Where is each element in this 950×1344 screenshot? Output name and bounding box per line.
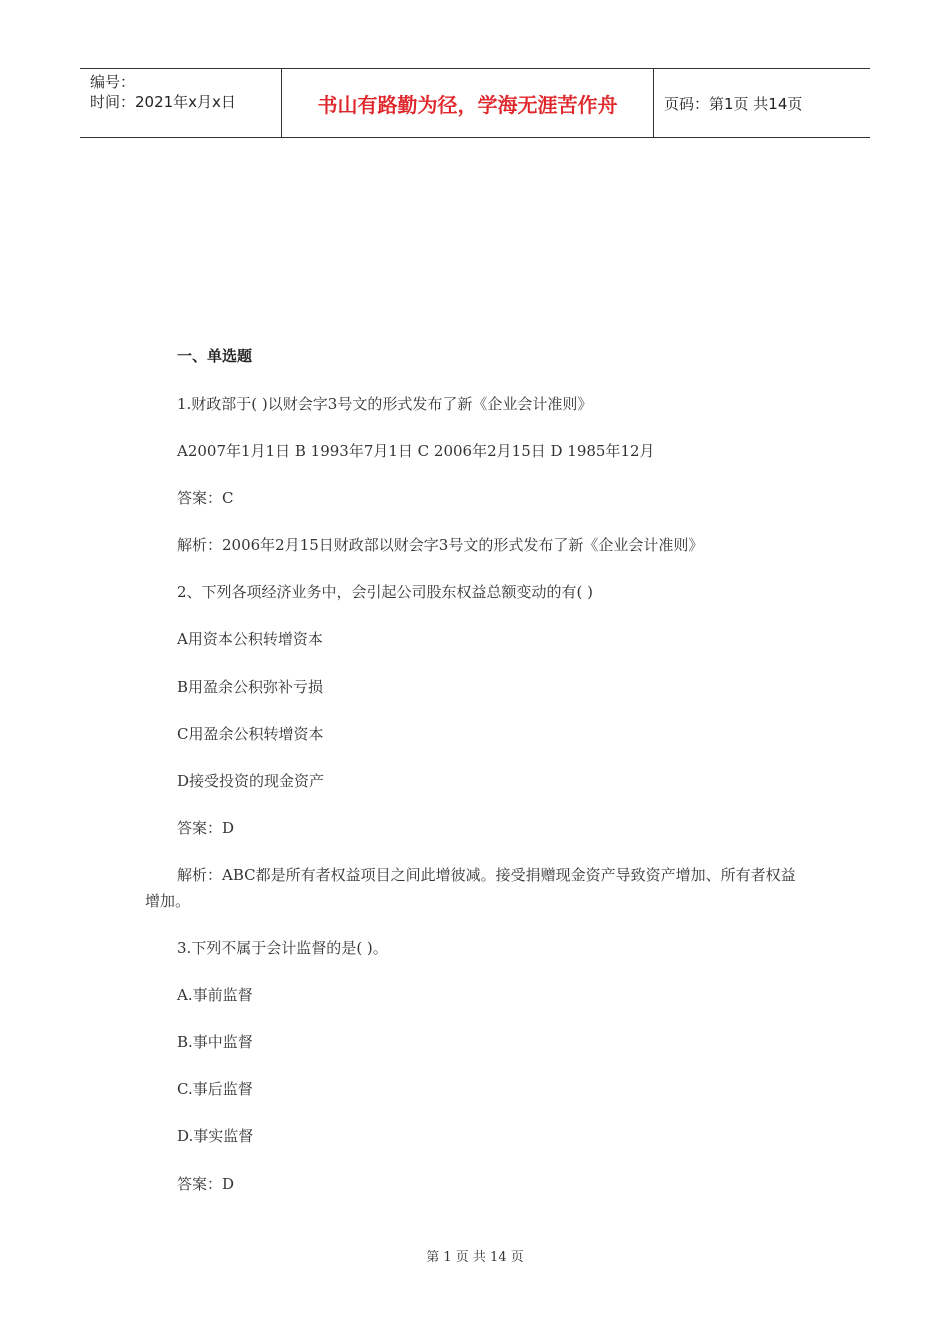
- question-1-analysis: 解析：2006年2月15日财政部以财会字3号文的形式发布了新《企业会计准则》: [177, 536, 704, 554]
- page-footer: 第 1 页 共 14 页: [426, 1250, 524, 1265]
- document-header: [80, 68, 870, 138]
- question-3-option-d: D.事实监督: [177, 1127, 254, 1145]
- question-3-option-a: A.事前监督: [177, 986, 253, 1004]
- question-3-option-c: C.事后监督: [177, 1080, 253, 1098]
- question-3-answer: 答案：D: [177, 1175, 235, 1193]
- question-2-option-b: B用盈余公积弥补亏损: [177, 678, 324, 696]
- question-2-option-c: C用盈余公积转增资本: [177, 725, 324, 743]
- question-2-analysis: 解析：ABC都是所有者权益项目之间此增彼减。接受捐赠现金资产导致资产增加、所有者权益增加。: [145, 866, 796, 910]
- question-1-options: A2007年1月1日 B 1993年7月1日 C 2006年2月15日 D 1985年12月: [177, 442, 655, 460]
- question-2: 2、下列各项经济业务中，会引起公司股东权益总额变动的有( ): [177, 583, 594, 601]
- question-1: 1.财政部于( )以财会字3号文的形式发布了新《企业会计准则》: [177, 395, 593, 413]
- section-title: 一、单选题: [177, 347, 253, 365]
- question-1-answer: 答案：C: [177, 489, 234, 507]
- question-3-option-b: B.事中监督: [177, 1033, 253, 1051]
- header-page-info: 页码：第1页 共14页: [664, 94, 803, 113]
- number-label: 编号：: [90, 73, 136, 91]
- question-2-option-d: D接受投资的现金资产: [177, 772, 325, 790]
- question-2-answer: 答案：D: [177, 819, 235, 837]
- header-motto: 书山有路勤为径，学海无涯苦作舟: [282, 69, 654, 137]
- header-meta-cell: [80, 69, 282, 137]
- time-label: 时间：2021年x月x日: [90, 93, 236, 111]
- question-3: 3.下列不属于会计监督的是( )。: [177, 939, 388, 957]
- question-2-option-a: A用资本公积转增资本: [177, 630, 323, 648]
